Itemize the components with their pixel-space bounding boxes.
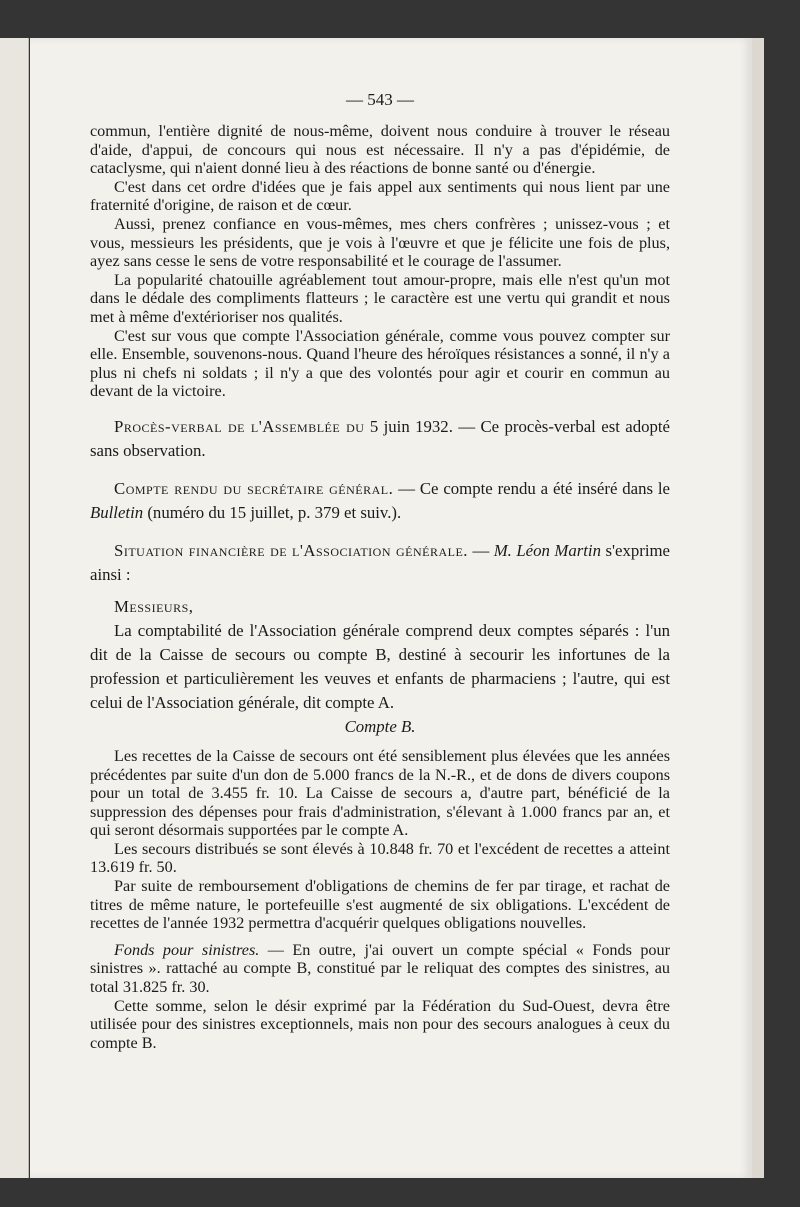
speaker-name: M. Léon Martin bbox=[493, 540, 601, 560]
proces-verbal-paragraph bbox=[90, 415, 670, 463]
situation-text: s'exprime ainsi : bbox=[90, 540, 670, 584]
paragraph-2: C'est dans cet ordre d'idées que je fais appel aux sentiments qui nous lient par une fraternité d'origine, de raison et de cœur. bbox=[90, 177, 670, 215]
final-paragraph: Cette somme, selon le désir exprimé par la Fédération du Sud-Ouest, devra être utilisée pour des sinistres exceptionnels, mais non pour des secours analogues à ceux du compte B. bbox=[90, 996, 670, 1052]
recettes-paragraph: Les recettes de la Caisse de secours ont été sensiblement plus élevées que les années précédentes par suite d'un don de 5.000 francs de la N.-R., et de dons de divers coupons pour un total de 3.455 fr. 10. La Caisse de secours a, d'autre part, bénéficié de la suppression des dépenses pour frais d'administration, s'élevant à 1.000 francs par an, et qui seront désormais supportées par le compte A. bbox=[90, 746, 670, 840]
situation-dash: — bbox=[472, 540, 490, 560]
paragraph-5: C'est sur vous que compte l'Association générale, comme vous pouvez compter sur elle. Ensemble, souvenons-nous. Quand l'heure des héroïques résistances a sonné, il n'y a plus ni chefs ni soldats ; il n'y a que des volontés pour agir et courir en commun au devant de la victoire. bbox=[90, 326, 670, 401]
paragraph-1: commun, l'entière dignité de nous-même, doivent nous conduire à trouver le réseau d'aide, d'appui, de concours qui nous est nécessaire. Il n'y a pas d'épidémie, de cataclysme, qui n'aient donné lieu à des réactions de bonne santé ou d'énergie. bbox=[90, 122, 670, 178]
fonds-paragraph bbox=[90, 941, 670, 997]
bulletin-title: Bulletin bbox=[90, 502, 144, 522]
obligations-paragraph: Par suite de remboursement d'obligations de chemins de fer par tirage, et rachat de titres de même nature, le portefeuille s'est augmenté de six obligations. L'excédent de recettes de l'année 1932 permettra d'acquérir quelques obligations nouvelles. bbox=[90, 877, 670, 933]
proces-verbal-date: 5 juin 1932. bbox=[369, 416, 453, 436]
paragraph-4: La popularité chatouille agréablement tout amour-propre, mais elle n'est qu'un mot dans le dédale des compliments flatteurs ; le caractère est une vertu qui grandit et nous met à même d'extérioriser nos qualités. bbox=[90, 270, 670, 326]
book-page bbox=[30, 38, 752, 1178]
comptabilite-paragraph: La comptabilité de l'Association générale comprend deux comptes séparés : l'un dit de la Caisse de secours ou compte B, destiné à secourir les infortunes de la profession et particulièrement les veuves et enfants de pharmaciens ; l'autre, qui est celui de l'Association générale, dit compte A. bbox=[90, 620, 670, 712]
compte-rendu-heading: Compte rendu du secrétaire général. bbox=[114, 478, 394, 498]
salutation: Messieurs, bbox=[114, 596, 194, 616]
secours-paragraph: Les secours distribués se sont élevés à 10.848 fr. 70 et l'excédent de recettes a atteint 13.619 fr. 50. bbox=[90, 839, 670, 877]
page-right-edge bbox=[752, 38, 764, 1178]
compte-rendu-text-after: (numéro du 15 juillet, p. 379 et suiv.). bbox=[147, 502, 402, 522]
page-number: — 543 — bbox=[346, 90, 414, 109]
fonds-text: — En outre, j'ai ouvert un compte spécial « Fonds pour sinistres ». rattaché au compte B, constitué par le reliquat des comptes des sinistres, au total 31.825 fr. 30. bbox=[90, 940, 670, 997]
compte-rendu-paragraph bbox=[90, 477, 670, 525]
compte-b-title: Compte B. bbox=[344, 716, 416, 736]
proces-verbal-heading: Procès-verbal de l'Assemblée du bbox=[114, 416, 365, 436]
page-text bbox=[90, 90, 670, 1052]
fonds-label: Fonds pour sinistres. bbox=[114, 940, 260, 959]
compte-rendu-text-before: — Ce compte rendu a été inséré dans le bbox=[398, 478, 670, 498]
paragraph-3: Aussi, prenez confiance en vous-mêmes, mes chers confrères ; unissez-vous ; et vous, messieurs les présidents, que je vois à l'œuvre et que je félicite une fois de plus, ayez sans cesse le sens de votre responsabilité et le courage de l'assumer. bbox=[90, 214, 670, 271]
situation-heading: Situation financière de l'Association générale. bbox=[114, 540, 468, 560]
previous-page-edge bbox=[0, 38, 29, 1178]
situation-paragraph bbox=[90, 539, 670, 587]
proces-verbal-text: — Ce procès-verbal est adopté sans observation. bbox=[90, 416, 671, 460]
